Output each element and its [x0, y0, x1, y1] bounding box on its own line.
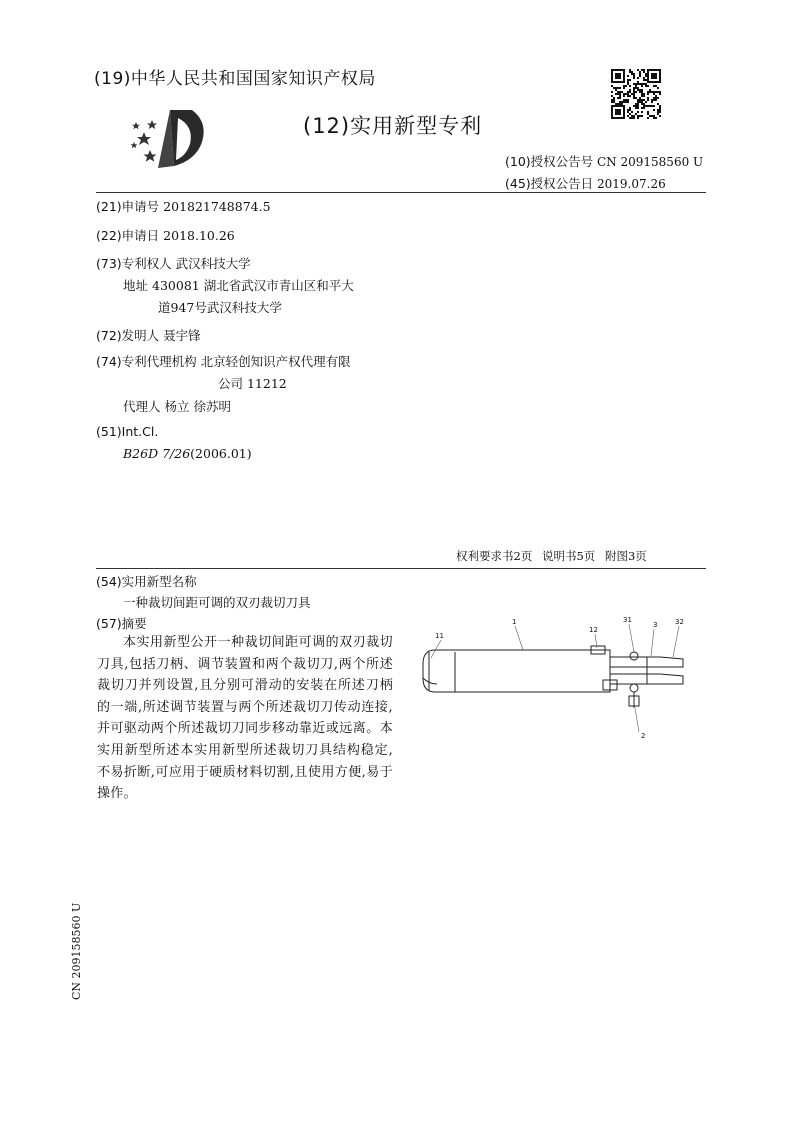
- ipc-version: (2006.01): [190, 446, 252, 461]
- figure-label-2: 2: [641, 732, 646, 740]
- ipc-row: [96, 424, 158, 439]
- application-number: 201821748874.5: [163, 199, 271, 214]
- address-label: 地址: [123, 278, 149, 293]
- inventor-row: [96, 326, 201, 344]
- office-name: (19)中华人民共和国国家知识产权局: [94, 69, 376, 89]
- agent-row: [123, 397, 231, 415]
- header-divider: [96, 192, 706, 193]
- owner: 武汉科技大学: [175, 256, 251, 271]
- grant-date-row: [505, 174, 666, 192]
- abstract-text: 本实用新型公开一种裁切间距可调的双刃裁切刀具,包括刀柄、调节装置和两个裁切刀,两个所述裁切刀并列设置,且分别可滑动的安装在所述刀柄的一端,所述调节装置与两个所述裁切刀传动连接,并可驱动两个所述裁切刀同步移动靠近或远离。本实用新型所述本实用新型所述裁切刀具结构稳定,不易折断,可应用于硬质材料切割,且使用方便,易于操作。: [97, 635, 393, 802]
- application-date: 2018.10.26: [163, 228, 235, 243]
- figure-label-32: 32: [675, 618, 684, 626]
- ipc-label: (51)Int.Cl.: [96, 424, 159, 439]
- ipc-code-row: [123, 446, 252, 461]
- inventor: 聂宇锋: [163, 328, 201, 343]
- title-label: (54)实用新型名称: [96, 574, 197, 589]
- abstract-label: (57)摘要: [96, 616, 147, 631]
- grant-number-row: [505, 152, 703, 170]
- address-line-2: 道947号武汉科技大学: [158, 300, 282, 315]
- agent: 杨立 徐苏明: [164, 399, 231, 414]
- ipc-code: B26D 7/26: [123, 446, 191, 461]
- abstract-figure: [415, 612, 715, 747]
- figure-label-3: 3: [653, 621, 658, 629]
- patent-type: (12)实用新型专利: [303, 114, 483, 138]
- grant-date-label: (45)授权公告日: [505, 176, 594, 191]
- pages-summary: 权利要求书2页 说明书5页 附图3页: [456, 549, 647, 563]
- agent-label: 代理人: [123, 399, 161, 414]
- owner-label: (73)专利权人: [96, 256, 172, 271]
- qr-code-icon: [610, 68, 662, 120]
- agency-line-2: 公司 11212: [218, 376, 287, 391]
- agency-label: (74)专利代理机构: [96, 354, 197, 369]
- cnipa-logo-icon: [130, 108, 210, 170]
- address-row: [123, 276, 354, 294]
- grant-date: 2019.07.26: [597, 177, 666, 191]
- section-divider: [96, 568, 706, 569]
- agency-row: [96, 352, 351, 370]
- side-publication-number: CN 209158560 U: [70, 902, 83, 1000]
- figure-label-11: 11: [435, 632, 444, 640]
- address-line-1: 430081 湖北省武汉市青山区和平大: [152, 278, 354, 293]
- application-number-row: [96, 197, 271, 215]
- figure-label-12: 12: [589, 626, 598, 634]
- utility-model-title: 一种裁切间距可调的双刃裁切刀具: [123, 595, 311, 610]
- figure-label-1: 1: [512, 618, 517, 626]
- application-date-row: [96, 226, 235, 244]
- inventor-label: (72)发明人: [96, 328, 160, 343]
- application-number-label: (21)申请号: [96, 199, 160, 214]
- figure-label-31: 31: [623, 616, 632, 624]
- grant-number-label: (10)授权公告号: [505, 154, 594, 169]
- application-date-label: (22)申请日: [96, 228, 160, 243]
- agency-line-1: 北京轻创知识产权代理有限: [200, 354, 351, 369]
- owner-row: [96, 254, 251, 272]
- cutting-tool-drawing: [415, 612, 715, 747]
- grant-number: CN 209158560 U: [597, 155, 704, 169]
